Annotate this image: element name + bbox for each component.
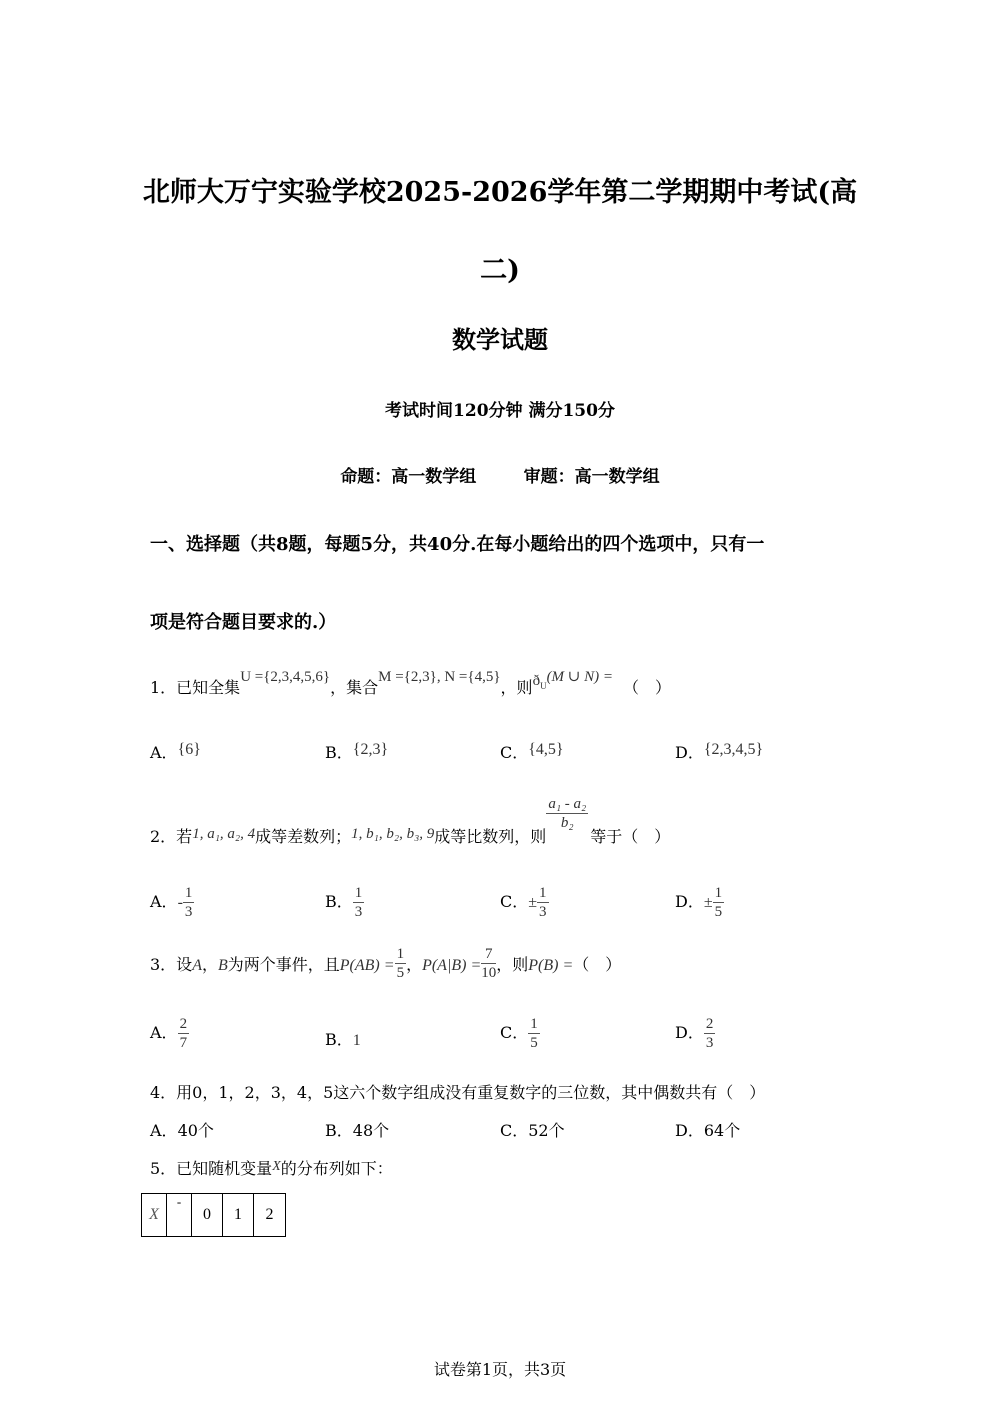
- q3-event-b: B: [217, 957, 228, 974]
- q1-option-b: B．{2,3}: [325, 741, 389, 762]
- table-cell-x: X: [142, 1194, 167, 1237]
- q4-option-c: C．52个: [500, 1121, 565, 1140]
- question-2-stem: [150, 795, 671, 846]
- q3-answer-paren: （ ）: [573, 955, 622, 974]
- q2-mid1: 成等差数列；: [255, 827, 352, 846]
- table-cell-1: 1: [223, 1194, 254, 1237]
- q5-prefix: 5．已知随机变量: [150, 1159, 273, 1178]
- q3-pa-given-b-fraction: $\frac{7}{10}$: [481, 946, 497, 981]
- q1-universal-set: U ={2,3,4,5,6}: [240, 669, 331, 685]
- q1-option-a: A．{6}: [150, 741, 201, 762]
- q1-expression: (M ∪ N) =: [546, 669, 613, 685]
- exam-title-line2: 二): [480, 255, 520, 286]
- q1-sets-mn: M ={2,3}, N ={4,5}: [378, 669, 501, 685]
- q1-mid2: ，则: [500, 678, 533, 697]
- q1-option-c: C．{4,5}: [500, 741, 564, 762]
- q2-option-b: B． $\frac{1}{3}$: [325, 885, 363, 920]
- q2-option-c: C．± $\frac{1}{3}$: [500, 885, 547, 920]
- q1-complement-subscript: U: [540, 681, 547, 691]
- distribution-table-row: [142, 1194, 286, 1237]
- q3-event-a: A: [192, 957, 202, 974]
- subject-title: 数学试题: [452, 325, 548, 354]
- section1-heading-line2: 项是符合题目要求的.）: [150, 612, 337, 633]
- q3-mid1: 为两个事件，且: [227, 955, 340, 974]
- q2-option-a: A．- $\frac{1}{3}$: [150, 885, 193, 920]
- q5-suffix: 的分布列如下：: [280, 1159, 393, 1178]
- exam-title-line1: 北师大万宁实验学校2025-2026学年第二学期期中考试(高: [142, 177, 858, 208]
- q1-mid1: ，集合: [330, 678, 379, 697]
- q2-geo-seq: 1, b₁, b₂, b₃, 9: [351, 826, 435, 842]
- q3-prefix: 3．设: [150, 955, 193, 974]
- q2-mid2: 成等比数列，则: [434, 827, 547, 846]
- q2-fraction: $\frac{\text{a₁ - a₂}}{\text{b₂}}$: [548, 796, 587, 831]
- q4-option-a: A．40个: [150, 1121, 214, 1140]
- table-cell-0: 0: [192, 1194, 223, 1237]
- q1-complement-symbol: ð: [532, 673, 541, 689]
- q3-pa-given-b: P(A|B) =: [422, 957, 482, 974]
- q3-option-d: D． $\frac{2}{3}$: [675, 1016, 714, 1051]
- q2-option-d: D．± $\frac{1}{5}$: [675, 885, 723, 920]
- q2-arith-seq: 1, a₁, a₂, 4: [192, 826, 256, 842]
- authors-line: 命题：高一数学组 审题：高一数学组: [340, 467, 660, 487]
- q1-answer-paren: （ ）: [623, 678, 672, 697]
- q3-option-c: C． $\frac{1}{5}$: [500, 1016, 538, 1051]
- q3-pb: P(B) =: [528, 957, 574, 974]
- distribution-table: [141, 1193, 286, 1237]
- question-5-stem: [150, 1156, 393, 1179]
- question-3-stem: 3．设A，B为两个事件，且P(AB) = $\frac{1}{5}$ ，P(A|B) = $\frac{7}{10}$ ，则P(B) =（ ）: [150, 946, 622, 981]
- q2-suffix: 等于（ ）: [590, 827, 671, 846]
- q5-variable-x: X: [272, 1159, 281, 1174]
- table-cell-minus: -: [167, 1194, 192, 1237]
- question-1-stem: [150, 669, 672, 698]
- q2-prefix: 2．若: [150, 827, 193, 846]
- q3-mid2: ，则: [496, 955, 529, 974]
- q3-option-b: B．1: [325, 1030, 361, 1049]
- page-footer: 试卷第1页，共3页: [433, 1360, 567, 1379]
- q4-option-b: B．48个: [325, 1121, 390, 1140]
- section1-heading-line1: 一、选择题（共8题，每题5分，共40分.在每小题给出的四个选项中，只有一: [150, 534, 765, 555]
- table-cell-2: 2: [254, 1194, 286, 1237]
- q3-option-a: A． $\frac{2}{7}$: [150, 1016, 188, 1051]
- q3-pab-fraction: $\frac{1}{5}$: [396, 946, 405, 981]
- q1-option-d: D．{2,3,4,5}: [675, 741, 764, 762]
- exam-info: 考试时间120分钟 满分150分: [385, 401, 615, 421]
- q1-prefix: 1．已知全集: [150, 678, 241, 697]
- q3-pab: P(AB) =: [339, 957, 395, 974]
- question-4-stem: 4．用0，1，2，3，4，5这六个数字组成没有重复数字的三位数，其中偶数共有（ ）: [150, 1083, 766, 1102]
- q4-option-d: D．64个: [675, 1121, 741, 1140]
